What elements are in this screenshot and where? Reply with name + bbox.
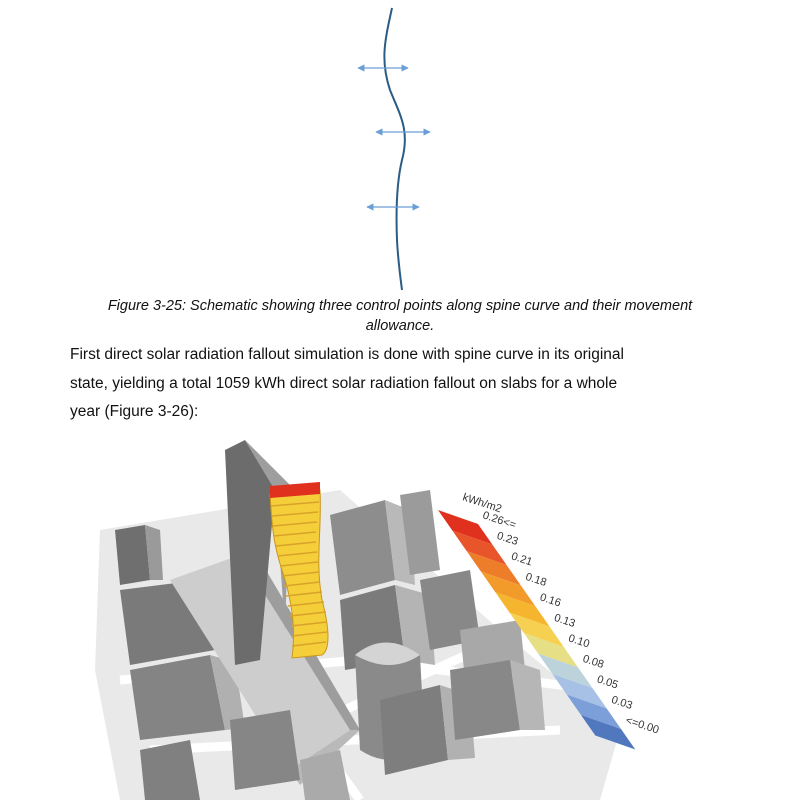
legend-label: <=0.00: [624, 714, 661, 737]
figure-3-25-caption: [60, 296, 740, 336]
legend-label: 0.13: [552, 611, 577, 630]
legend-label: 0.08: [581, 652, 606, 671]
paragraph-line-2: state, yielding a total 1059 kWh direct solar radiation fallout on slabs for a whole: [70, 374, 618, 392]
paragraph-line-1: First direct solar radiation fallout simulation is done with spine curve in its original: [70, 346, 624, 363]
legend-label: 0.23: [495, 529, 520, 548]
legend-label: 0.18: [523, 570, 549, 589]
spine-curve-schematic: [0, 0, 800, 295]
legend-label: 0.21: [509, 550, 534, 569]
spine-curve: [384, 8, 405, 290]
caption-line-2: allowance.: [365, 318, 435, 334]
legend-label: 0.16: [538, 591, 563, 610]
solar-radiation-simulation-figure: [0, 430, 800, 800]
legend-label: 0.03: [609, 693, 634, 712]
legend-label: 0.10: [566, 632, 591, 651]
legend-title: kWh/m2: [461, 491, 504, 516]
caption-line-1: Figure 3-25: Schematic showing three control points along spine curve and their movement: [107, 298, 693, 314]
body-paragraph: [70, 341, 726, 427]
paragraph-line-3: year (Figure 3-26):: [70, 403, 199, 420]
legend-label: 0.26<=: [481, 509, 518, 532]
legend-label: 0.05: [595, 673, 620, 692]
